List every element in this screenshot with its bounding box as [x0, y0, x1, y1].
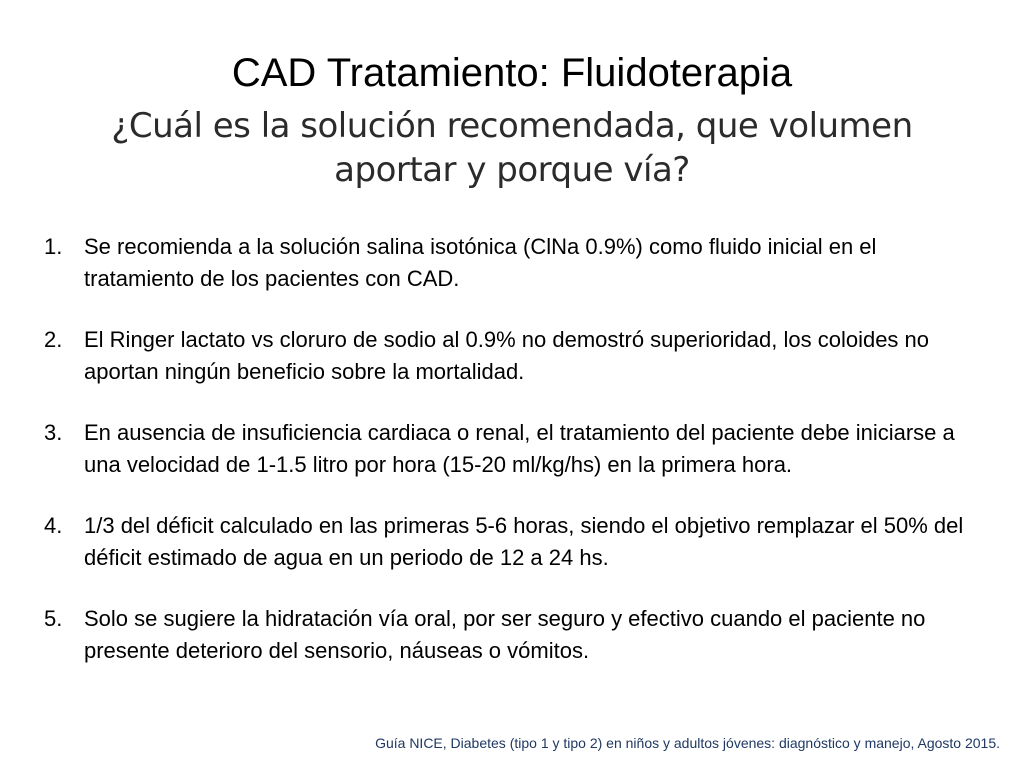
list-item	[44, 417, 974, 481]
list-item-number: 3.	[44, 420, 63, 445]
list-item	[44, 510, 974, 574]
list-item-number: 5.	[44, 606, 63, 631]
list-item-text: Solo se sugiere la hidratación vía oral, por ser seguro y efectivo cuando el paciente no presente deterioro del sensorio, náuseas o vómitos.	[84, 606, 926, 663]
list-item-text: En ausencia de insuficiencia cardiaca o renal, el tratamiento del paciente debe iniciarse a una velocidad de 1-1.5 litro por hora (15-20 ml/kg/hs) en la primera hora.	[84, 420, 955, 477]
list-item-text: Se recomienda a la solución salina isotónica (ClNa 0.9%) como fluido inicial en el tratamiento de los pacientes con CAD.	[84, 234, 877, 291]
list-item	[44, 324, 974, 388]
list-item-number: 2.	[44, 327, 63, 352]
list-item-text: 1/3 del déficit calculado en las primeras 5-6 horas, siendo el objetivo remplazar el 50% del déficit estimado de agua en un periodo de 12 a 24 hs.	[84, 513, 964, 570]
list-item	[44, 231, 974, 295]
list-item-number: 1.	[44, 234, 63, 259]
slide-subtitle: ¿Cuál es la solución recomendada, que volumen aportar y porque vía?	[111, 106, 913, 190]
recommendation-list	[44, 231, 974, 696]
slide-title: CAD Tratamiento: Fluidoterapia	[231, 51, 793, 95]
citation-footer: Guía NICE, Diabetes (tipo 1 y tipo 2) en niños y adultos jóvenes: diagnóstico y manejo, Agosto 2015.	[375, 735, 1000, 751]
list-item-number: 4.	[44, 513, 63, 538]
list-item-text: El Ringer lactato vs cloruro de sodio al 0.9% no demostró superioridad, los coloides no aportan ningún beneficio sobre la mortalidad.	[84, 327, 930, 384]
list-item	[44, 603, 974, 667]
